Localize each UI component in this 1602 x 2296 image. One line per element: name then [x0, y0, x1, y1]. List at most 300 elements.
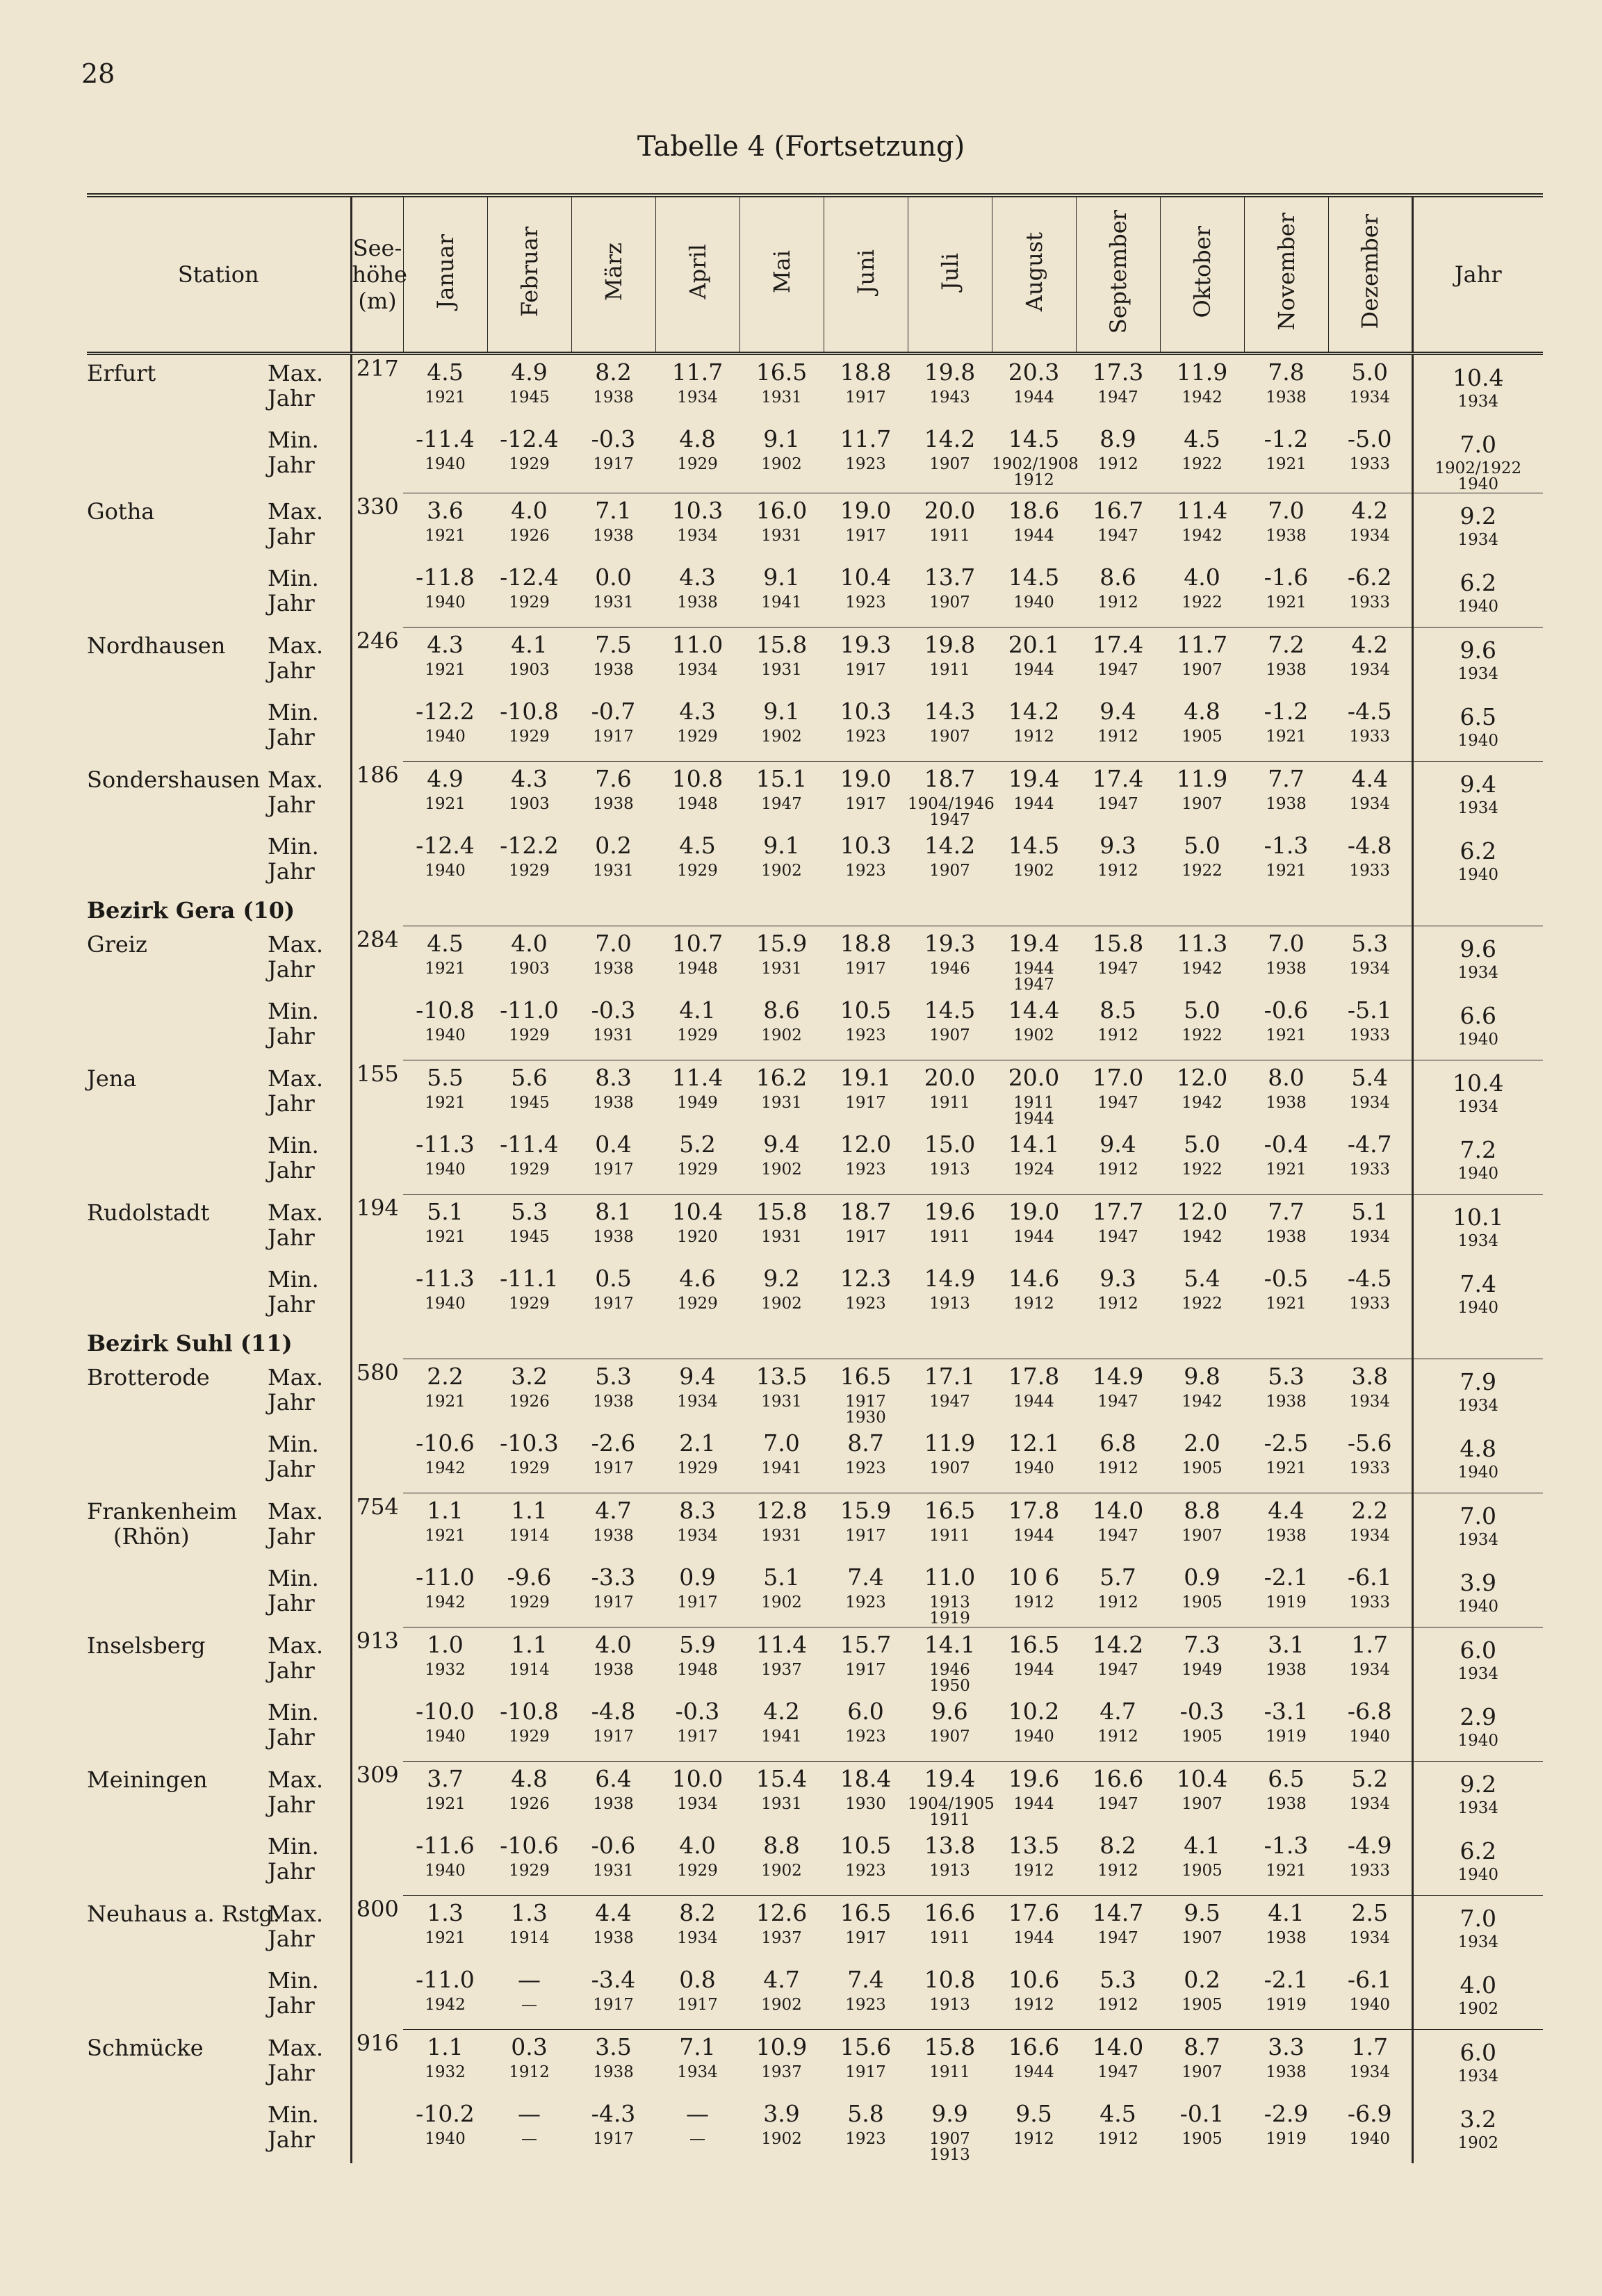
month-value-cell: [739, 1060, 824, 1128]
station-label-cell: [87, 1195, 351, 1262]
month-value-cell: [487, 1694, 571, 1762]
month-header: [739, 197, 824, 354]
record-year: 1940: [425, 455, 466, 473]
record-year: 1948: [677, 1661, 718, 1679]
temperature-value: 4.5: [427, 359, 464, 386]
record-year: 1921: [425, 527, 466, 545]
annual-value-cell: [1412, 762, 1543, 829]
temperature-value: -10.8: [416, 997, 475, 1024]
temperature-value: 14.9: [924, 1265, 976, 1292]
record-year: 1926: [509, 527, 550, 545]
temperature-value: 10.3: [840, 698, 892, 725]
temperature-value: 8.6: [763, 997, 800, 1024]
temperature-value: 4.7: [1100, 1698, 1136, 1725]
temperature-value: -0.3: [1179, 1698, 1225, 1725]
month-value-cell: [992, 1060, 1076, 1128]
month-value-cell: [739, 1261, 824, 1328]
record-year: 1940: [1013, 1459, 1054, 1477]
station-min-row: [87, 2097, 1543, 2163]
month-value-cell: [1076, 422, 1160, 493]
record-year: 1944: [1013, 1795, 1054, 1813]
record-year: 1943: [929, 388, 970, 407]
annual-value: 9.6: [1460, 935, 1496, 962]
record-year: 1903: [509, 795, 550, 813]
month-value-cell: [992, 1493, 1076, 1561]
station-label-cell: [87, 828, 351, 895]
temperature-value: 11.4: [755, 1631, 808, 1658]
month-value-cell: [487, 560, 571, 628]
month-value-cell: [1076, 1195, 1160, 1262]
station-altitude: 800: [351, 1896, 403, 1963]
temperature-value: 9.1: [763, 698, 800, 725]
month-value-cell: [992, 762, 1076, 829]
station-max-row: [87, 926, 1543, 994]
record-year: 1929: [509, 728, 550, 746]
month-value-cell: [571, 926, 655, 994]
temperature-value: 8.5: [1100, 997, 1136, 1024]
month-value-cell: [908, 1195, 992, 1262]
month-value-cell: [403, 1962, 487, 2030]
temperature-value: 14.5: [1008, 832, 1060, 859]
temperature-value: 16.0: [755, 497, 808, 524]
record-year: 1907: [929, 862, 970, 880]
month-value-cell: [1160, 1828, 1244, 1896]
record-year: 1921: [425, 661, 466, 679]
temperature-value: 5.8: [847, 2100, 884, 2127]
temperature-value: 19.3: [924, 930, 976, 957]
temperature-value: 4.0: [1184, 564, 1220, 591]
month-header-label: Mai: [768, 249, 795, 294]
station-altitude: [351, 1426, 403, 1493]
month-value-cell: [739, 1962, 824, 2030]
annual-value-cell: [1412, 1762, 1543, 1829]
record-year: 1911: [929, 1929, 970, 1947]
station-altitude: [351, 828, 403, 895]
annual-record-year: 1934: [1457, 1397, 1499, 1415]
month-value-cell: [739, 762, 824, 829]
annual-record-year: 1940: [1457, 1165, 1499, 1183]
annual-record-year: 1940: [1457, 1031, 1499, 1049]
record-year: 1904/1946 1947: [908, 795, 995, 829]
month-value-cell: [992, 1261, 1076, 1328]
annual-record-year: 1934: [1457, 665, 1499, 683]
month-value-cell: [1160, 493, 1244, 561]
record-year: 1940: [425, 1161, 466, 1179]
month-value-cell: [1076, 694, 1160, 762]
record-year: 1934: [1349, 1393, 1391, 1411]
month-value-cell: [487, 993, 571, 1060]
record-year: 1944: [1013, 795, 1054, 813]
month-header-label: Dezember: [1357, 214, 1383, 329]
record-year: 1929: [677, 1459, 718, 1477]
month-value-cell: [1328, 993, 1412, 1060]
temperature-value: -11.0: [500, 997, 559, 1024]
year-label: Jahr: [268, 1523, 315, 1550]
year-label: Jahr: [268, 385, 315, 411]
month-header: [1244, 197, 1328, 354]
record-year: 1912: [1097, 1996, 1138, 2014]
annual-value-cell: [1412, 628, 1543, 695]
record-year: 1929: [509, 1593, 550, 1612]
temperature-value: -11.8: [416, 564, 475, 591]
temperature-value: 5.0: [1184, 832, 1220, 859]
station-label-cell: [87, 1359, 351, 1427]
month-value-cell: [739, 1127, 824, 1195]
record-year: 1917: [845, 1094, 886, 1112]
temperature-value: 0.9: [679, 1564, 716, 1591]
month-value-cell: [1076, 993, 1160, 1060]
month-value-cell: [908, 422, 992, 493]
month-value-cell: [487, 1359, 571, 1427]
month-value-cell: [739, 2097, 824, 2163]
record-year: 1941: [761, 1728, 802, 1746]
temperature-value: 2.5: [1351, 1899, 1388, 1926]
station-max-row: [87, 1060, 1543, 1128]
temperature-value: 5.0: [1184, 1131, 1220, 1158]
record-year: 1921: [1266, 862, 1307, 880]
temperature-value: 14.6: [1008, 1265, 1060, 1292]
record-year: 1919: [1266, 2130, 1307, 2148]
temperature-value: 9.4: [1100, 698, 1136, 725]
month-value-cell: [1244, 1762, 1328, 1829]
month-value-cell: [908, 628, 992, 695]
temperature-value: 11.4: [1176, 497, 1228, 524]
record-year: 1911 1944: [1013, 1094, 1054, 1128]
month-value-cell: [403, 493, 487, 561]
record-year: 1938: [1266, 1094, 1307, 1112]
temperature-value: 18.4: [840, 1765, 892, 1792]
month-value-cell: [487, 493, 571, 561]
record-year: 1947: [1097, 795, 1138, 813]
record-year: 1938: [593, 960, 634, 978]
month-value-cell: [992, 1359, 1076, 1427]
record-year: 1934: [1349, 1228, 1391, 1246]
month-value-cell: [1328, 2097, 1412, 2163]
temperature-value: 7.1: [679, 2033, 716, 2060]
temperature-value: 14.5: [1008, 425, 1060, 452]
temperature-value: 4.5: [427, 930, 464, 957]
stat-label: Max.: [268, 1363, 324, 1391]
record-year: 1902: [761, 455, 802, 473]
record-year: 1921: [1266, 1161, 1307, 1179]
temperature-value: 9.3: [1100, 1265, 1136, 1292]
temperature-value: 19.3: [840, 631, 892, 658]
record-year: 1942: [1182, 1393, 1223, 1411]
temperature-value: 15.0: [924, 1131, 976, 1158]
annual-value: 3.9: [1460, 1569, 1496, 1596]
temperature-value: -4.5: [1347, 1265, 1392, 1292]
month-value-cell: [487, 694, 571, 762]
record-year: 1947: [1097, 1094, 1138, 1112]
record-year: 1921: [425, 1795, 466, 1813]
station-label-cell: [87, 1127, 351, 1195]
station-max-row: [87, 1493, 1543, 1561]
temperature-value: -10.6: [500, 1832, 559, 1859]
month-value-cell: [655, 493, 739, 561]
record-year: 1931: [761, 1393, 802, 1411]
station-altitude: [351, 1261, 403, 1328]
temperature-value: 20.3: [1008, 359, 1060, 386]
record-year: 1912: [1013, 1593, 1054, 1612]
station-name: Nordhausen: [87, 632, 226, 659]
district-spacer: [351, 895, 403, 926]
year-label: Jahr: [268, 791, 315, 818]
temperature-value: 5.3: [595, 1363, 632, 1390]
month-value-cell: [1244, 354, 1328, 423]
record-year: 1938: [1266, 2063, 1307, 2081]
station-min-row: [87, 1426, 1543, 1493]
month-value-cell: [739, 993, 824, 1060]
annual-record-year: 1940: [1457, 1299, 1499, 1317]
station-min-row: [87, 694, 1543, 762]
record-year: 1944: [1013, 388, 1054, 407]
station-altitude: [351, 2097, 403, 2163]
temperature-value: 14.5: [924, 997, 976, 1024]
annual-record-year: 1934: [1457, 1232, 1499, 1250]
record-year: 1921: [425, 1393, 466, 1411]
record-year: 1934: [1349, 1795, 1391, 1813]
record-year: 1940: [425, 593, 466, 612]
temperature-value: 9.5: [1184, 1899, 1220, 1926]
month-value-cell: [739, 354, 824, 423]
record-year: 1907: [929, 1728, 970, 1746]
temperature-value: 10.5: [840, 997, 892, 1024]
stat-label: Max.: [268, 498, 324, 525]
temperature-value: 17.0: [1092, 1064, 1144, 1091]
station-name: Inselsberg: [87, 1632, 206, 1659]
temperature-value: 15.9: [840, 1497, 892, 1524]
month-value-cell: [1328, 828, 1412, 895]
temperature-value: 15.6: [840, 2033, 892, 2060]
temperature-value: 9.4: [763, 1131, 800, 1158]
year-label: Jahr: [268, 523, 315, 550]
temperature-value: 10.8: [671, 765, 724, 792]
temperature-value: 12.6: [755, 1899, 808, 1926]
temperature-value: 4.1: [1184, 1832, 1220, 1859]
month-value-cell: [571, 1426, 655, 1493]
record-year: 1917: [845, 1929, 886, 1947]
temperature-value: 7.0: [1268, 930, 1305, 957]
temperature-value: 4.0: [511, 497, 548, 524]
month-header-label: August: [1020, 231, 1047, 312]
record-year: 1902: [1013, 862, 1054, 880]
record-year: 1934: [677, 388, 718, 407]
annual-value-cell: [1412, 828, 1543, 895]
record-year: 1940: [425, 1728, 466, 1746]
station-altitude: [351, 1962, 403, 2030]
stat-label: Min.: [268, 1266, 319, 1293]
month-value-cell: [739, 422, 824, 493]
annual-value: 4.8: [1460, 1435, 1496, 1462]
year-label: Jahr: [268, 1791, 315, 1818]
station-altitude: 284: [351, 926, 403, 994]
stat-label: Max.: [268, 1632, 324, 1659]
temperature-value: 17.6: [1008, 1899, 1060, 1926]
record-year: 1921: [1266, 1295, 1307, 1313]
temperature-value: 20.0: [1008, 1064, 1060, 1091]
record-year: 1921: [1266, 455, 1307, 473]
month-value-cell: [571, 493, 655, 561]
temperature-value: 4.5: [679, 832, 716, 859]
temperature-value: 10.4: [671, 1198, 724, 1225]
record-year: 1913: [929, 1161, 970, 1179]
annual-value: 6.0: [1460, 1637, 1496, 1664]
table-body: [87, 354, 1543, 2164]
temperature-value: 9.3: [1100, 832, 1136, 859]
month-value-cell: [908, 1694, 992, 1762]
month-value-cell: [1160, 1762, 1244, 1829]
month-value-cell: [824, 1828, 908, 1896]
annual-value-cell: [1412, 354, 1543, 423]
temperature-value: 19.6: [924, 1198, 976, 1225]
temperature-value: 20.1: [1008, 631, 1060, 658]
station-label-cell: [87, 762, 351, 829]
temperature-value: -2.1: [1264, 1966, 1309, 1993]
record-year: 1942: [1182, 1094, 1223, 1112]
station-altitude: [351, 1127, 403, 1195]
month-value-cell: [1160, 1694, 1244, 1762]
month-value-cell: [655, 1060, 739, 1128]
data-table: [87, 193, 1543, 2185]
record-year: —: [689, 2130, 705, 2148]
month-value-cell: [908, 1896, 992, 1963]
month-value-cell: [824, 1896, 908, 1963]
annual-record-year: 1902: [1457, 2000, 1499, 2018]
annual-value: 4.0: [1460, 1971, 1496, 1999]
temperature-value: 10.4: [840, 564, 892, 591]
temperature-value: 13.5: [755, 1363, 808, 1390]
temperature-value: 4.6: [679, 1265, 716, 1292]
month-value-cell: [655, 926, 739, 994]
record-year: 1902: [761, 1862, 802, 1880]
record-year: 1917: [845, 795, 886, 813]
month-value-cell: [1244, 1060, 1328, 1128]
month-value-cell: [571, 1896, 655, 1963]
temperature-value: 16.5: [924, 1497, 976, 1524]
temperature-value: 11.9: [1176, 765, 1228, 792]
record-year: 1938: [593, 388, 634, 407]
record-year: 1940: [1013, 1728, 1054, 1746]
month-value-cell: [1244, 1694, 1328, 1762]
year-label: Jahr: [268, 1724, 315, 1750]
temperature-value: 0.5: [595, 1265, 632, 1292]
temperature-value: -2.6: [591, 1429, 636, 1457]
month-value-cell: [992, 1828, 1076, 1896]
station-max-row: [87, 493, 1543, 561]
month-value-cell: [1328, 560, 1412, 628]
record-year: 1923: [845, 1161, 886, 1179]
record-year: 1931: [593, 862, 634, 880]
temperature-value: 7.7: [1268, 765, 1305, 792]
record-year: 1921: [425, 1094, 466, 1112]
month-value-cell: [655, 1762, 739, 1829]
month-value-cell: [403, 560, 487, 628]
station-label-cell: [87, 560, 351, 628]
temperature-value: 4.2: [1351, 497, 1388, 524]
temperature-value: 16.5: [840, 1363, 892, 1390]
record-year: 1940: [425, 862, 466, 880]
month-value-cell: [655, 2097, 739, 2163]
record-year: 1934: [1349, 2063, 1391, 2081]
month-value-cell: [908, 828, 992, 895]
record-year: 1949: [677, 1094, 718, 1112]
annual-value-cell: [1412, 1261, 1543, 1328]
temperature-value: 8.7: [847, 1429, 884, 1457]
temperature-value: 15.7: [840, 1631, 892, 1658]
record-year: 1934: [677, 1527, 718, 1545]
temperature-value: 11.7: [1176, 631, 1228, 658]
temperature-value: 9.1: [763, 425, 800, 452]
temperature-value: 4.3: [427, 631, 464, 658]
record-year: 1923: [845, 1728, 886, 1746]
temperature-value: 11.9: [1176, 359, 1228, 386]
stat-label: Min.: [268, 699, 319, 725]
temperature-value: -12.4: [500, 564, 559, 591]
temperature-value: -3.4: [591, 1966, 636, 1993]
record-year: 1907: [1182, 661, 1223, 679]
annual-record-year: 1934: [1457, 799, 1499, 817]
temperature-value: 11.9: [924, 1429, 976, 1457]
month-value-cell: [403, 828, 487, 895]
month-value-cell: [992, 1426, 1076, 1493]
month-value-cell: [739, 1828, 824, 1896]
record-year: 1931: [593, 593, 634, 612]
month-value-cell: [403, 1195, 487, 1262]
month-value-cell: [908, 1060, 992, 1128]
record-year: 1902/1908 1912: [992, 455, 1079, 489]
record-year: 1929: [509, 455, 550, 473]
station-name: Rudolstadt: [87, 1199, 210, 1226]
station-altitude: 194: [351, 1195, 403, 1262]
temperature-value: -4.8: [1347, 832, 1392, 859]
annual-value: 9.2: [1460, 502, 1496, 530]
station-min-row: [87, 1560, 1543, 1627]
record-year: 1934: [1349, 795, 1391, 813]
annual-value-cell: [1412, 1627, 1543, 1695]
month-value-cell: [824, 1962, 908, 2030]
record-year: 1912: [1097, 1161, 1138, 1179]
record-year: 1912: [1097, 455, 1138, 473]
month-value-cell: [571, 1828, 655, 1896]
station-name-line2: (Rhön): [113, 1523, 190, 1550]
temperature-value: 19.1: [840, 1064, 892, 1091]
record-year: 1947: [1097, 1661, 1138, 1679]
month-value-cell: [403, 1493, 487, 1561]
month-value-cell: [824, 1560, 908, 1627]
record-year: 1923: [845, 728, 886, 746]
station-label-cell: [87, 1060, 351, 1128]
month-value-cell: [1160, 1359, 1244, 1427]
record-year: 1942: [425, 1593, 466, 1612]
record-year: 1938: [1266, 795, 1307, 813]
record-year: 1938: [593, 1929, 634, 1947]
temperature-value: 1.7: [1351, 2033, 1388, 2060]
temperature-value: 7.4: [847, 1564, 884, 1591]
month-value-cell: [1328, 1359, 1412, 1427]
temperature-value: 9.6: [931, 1698, 968, 1725]
record-year: 1917: [845, 661, 886, 679]
station-label-cell: [87, 1828, 351, 1896]
record-year: 1931: [761, 1094, 802, 1112]
month-value-cell: [1328, 1962, 1412, 2030]
annual-record-year: 1934: [1457, 1799, 1499, 1817]
temperature-value: 11.0: [924, 1564, 976, 1591]
station-label-cell: [87, 1560, 351, 1627]
station-min-row: [87, 993, 1543, 1060]
station-label-cell: [87, 493, 351, 561]
month-value-cell: [1160, 993, 1244, 1060]
record-year: 1938: [593, 1393, 634, 1411]
